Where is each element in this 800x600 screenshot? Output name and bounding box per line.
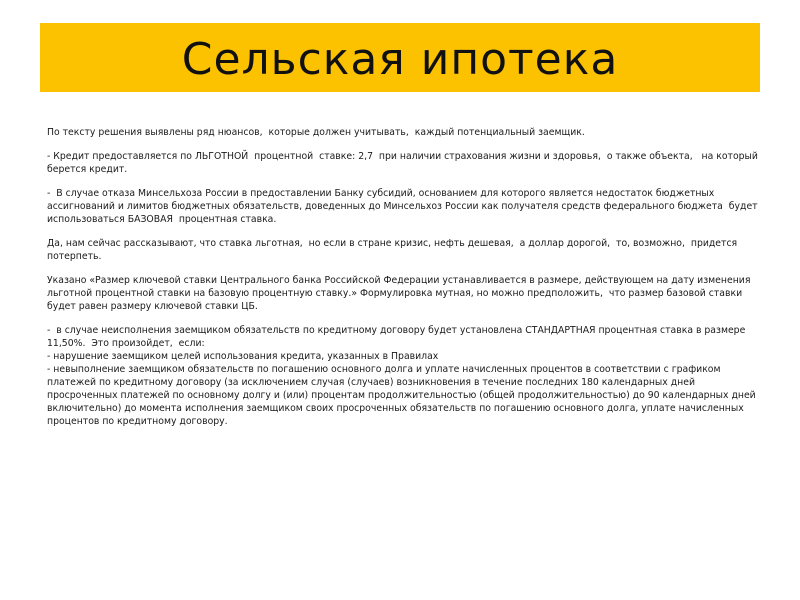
slide-body [47,126,759,428]
paragraph-base-rate: - В случае отказа Минсельхоза России в предоставлении Банку субсидий, основанием для которого является недостаток бюджетных ассигнований и лимитов бюджетных обязательств, доведенных до Минсельхоз России как получателя средств федерального бюджета будет использоваться БАЗОВАЯ процентная ставка. [47,188,761,225]
paragraph-condition-purpose: - нарушение заемщиком целей использования кредита, указанных в Правилах [47,351,439,362]
slide-title: Сельская ипотека [181,34,619,85]
paragraph-crisis-note: Да, нам сейчас рассказывают, что ставка льготная, но если в стране кризис, нефть дешевая, а доллар дорогой, то, возможно, придется потерпеть. [47,238,741,262]
paragraph-condition-payments: - невыполнение заемщиком обязательств по погашению основного долга и уплате начисленных процентов в соответствии с графиком платежей по кредитному договору (за исключением случая (случаев) возникновения в течение последних 180 календарных дней просроченных платежей по основному долгу и (или) процентам продолжительностью (общей продолжительностью) до 90 календарных дней включительно) до момента исполнения заемщиком своих просроченных обязательств по погашению основного долга, уплате начисленных процентов по кредитному договору. [47,364,759,427]
paragraph-standard-rate: - в случае неисполнения заемщиком обязательств по кредитному договору будет установлена СТАНДАРТНАЯ процентная ставка в размере 11,50%. Это произойдет, если: [47,325,749,349]
paragraph-intro: По тексту решения выявлены ряд нюансов, которые должен учитывать, каждый потенциальный заемщик. [47,127,585,138]
paragraph-preferential-rate: - Кредит предоставляется по ЛЬГОТНОЙ процентной ставке: 2,7 при наличии страхования жизни и здоровья, о также объекта, на который берется кредит. [47,151,761,175]
paragraph-key-rate: Указано «Размер ключевой ставки Центрального банка Российской Федерации устанавливается в размере, действующем на дату изменения льготной процентной ставки на базовую процентную ставку.» Формулировка мутная, но можно предположить, что размер базовой ставки будет равен размеру ключевой ставки ЦБ. [47,275,754,312]
title-bar [40,23,760,92]
